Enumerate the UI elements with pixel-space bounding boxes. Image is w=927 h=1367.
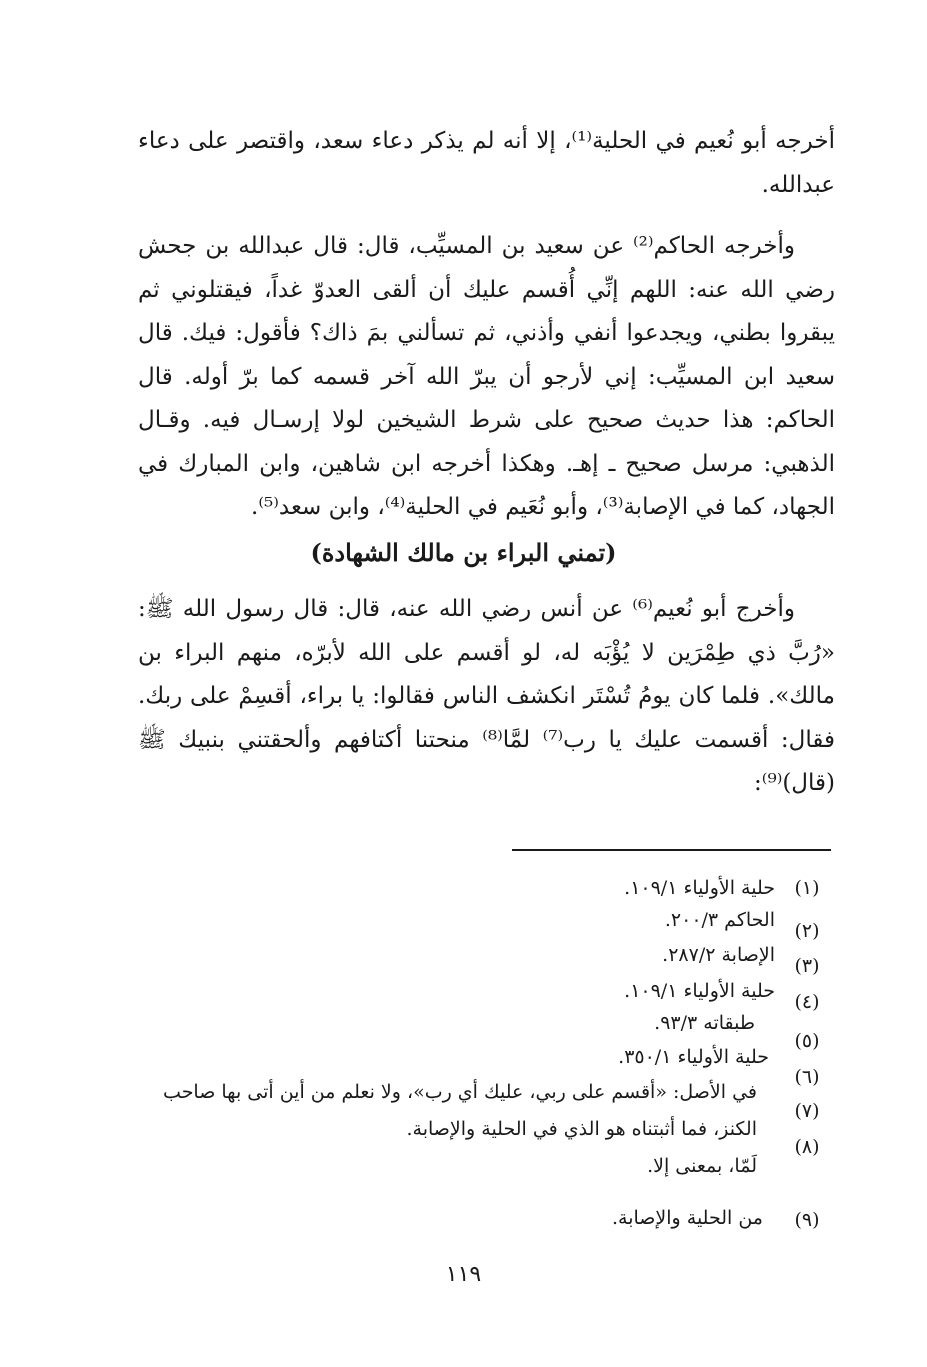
footnote-number-2: (٢) (794, 920, 820, 942)
footnote-text-1: حلية الأولياء ١٠٩/١. (624, 877, 775, 899)
footnote-text-3: الإصابة ٢٨٧/٢. (662, 944, 775, 966)
footnote-number-1: (١) (794, 877, 820, 899)
footnote-number-8: (٨) (794, 1136, 820, 1158)
paragraph-1: أخرجه أبو نُعيم في الحلية⁽¹⁾، إلا أنه لم يذكر دعاء سعد، واقتصر على دعاء عبدالله. (138, 128, 835, 198)
page-number: ١١٩ (445, 1262, 482, 1287)
footnote-number-7: (٧) (794, 1100, 820, 1122)
footnote-text-7: في الأصل: «أقسم على ربي، عليك أي رب»، ولا نعلم من أين أتى بها صاحب (163, 1081, 757, 1103)
footnote-number-6: (٦) (794, 1066, 820, 1088)
footnote-text-8: لَمّا، بمعنى إلا. (647, 1155, 757, 1177)
footnote-separator (512, 849, 831, 851)
footnote-text-7-continued: الكنز، فما أثبتناه هو الذي في الحلية والإصابة. (406, 1118, 757, 1140)
footnote-number-5: (٥) (794, 1030, 820, 1052)
paragraph-2: وأخرجه الحاكم⁽²⁾ عن سعيد بن المسيِّب، قال: قال عبدالله بن جحش رضي الله عنه: اللهم إنِّي أُقسم عليك أن ألقى العدوّ غداً، فيقتلوني ثم يبقروا بطني، ويجدعوا أنفي وأذني، ثم تسألني بمَ ذاك؟ فأقول: فيك. قال سعيد ابن المسيِّب: إني لأرجو أن يبرّ الله آخر قسمه كما برّ أوله. قال الحاكم: هذا حديث صحيح على شرط الشيخين لولا إرسـال فيه. وقـال الذهبي: مرسل صحيح ـ إهـ. وهكذا أخرجه ابن شاهين، وابن المبارك في الجهاد، كما في الإصابة⁽³⁾، وأبو نُعَيم في الحلية⁽⁴⁾، وابن سعد⁽⁵⁾. (138, 233, 835, 520)
footnote-number-3: (٣) (794, 955, 820, 977)
paragraph-3: وأخرج أبو نُعيم⁽⁶⁾ عن أنس رضي الله عنه، قال: قال رسول الله ﷺ: «رُبَّ ذي طِمْرَين لا يُؤْبَه له، لو أقسم على الله لأبرّه، منهم البراء بن مالك». فلما كان يومُ تُسْتَر انكشف الناس فقالوا: يا براء، أقسِمْ على ربك. فقال: أقسمت عليك يا رب⁽⁷⁾ لمَّا⁽⁸⁾ منحتنا أكتافهم وألحقتني بنبيك ﷺ (قال)⁽⁹⁾: (138, 596, 835, 796)
footnote-text-5: طبقاته ٩٣/٣. (654, 1012, 755, 1034)
footnote-number-9: (٩) (794, 1209, 820, 1231)
section-heading: (تمني البراء بن مالك الشهادة) (310, 538, 617, 567)
footnote-text-9: من الحلية والإصابة. (612, 1207, 763, 1229)
footnote-text-2: الحاكم ٢٠٠/٣. (664, 909, 775, 931)
footnote-text-6: حلية الأولياء ٣٥٠/١. (618, 1046, 769, 1068)
footnote-number-4: (٤) (794, 991, 820, 1013)
footnote-text-4: حلية الأولياء ١٠٩/١. (624, 980, 775, 1002)
